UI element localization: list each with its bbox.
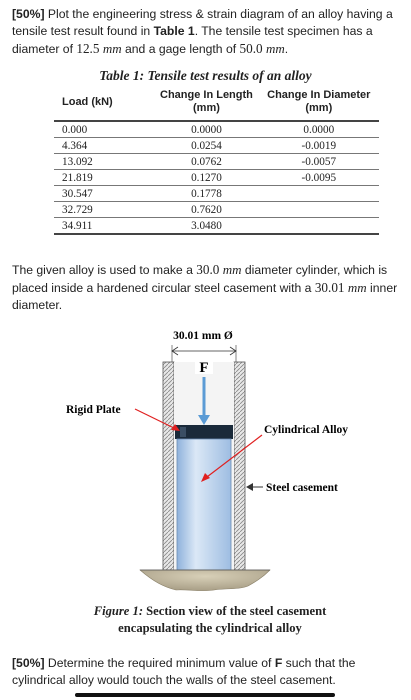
table-reference: Table 1 bbox=[153, 24, 195, 38]
problem-2-paragraph: [50%] Determine the required minimum value of F such that the cylindrical alloy would touch the walls of the steel casement. bbox=[12, 656, 356, 687]
casement-wall-right bbox=[234, 362, 245, 570]
force-label: F bbox=[199, 360, 209, 376]
problem-1-paragraph: [50%] Plot the engineering stress & strain diagram of an alloy having a tensile test result found in Table 1. The tensile test specimen has a diameter of 12.5 mm and a gage length of 50.0 mm. bbox=[12, 7, 393, 56]
cylindrical-alloy-label: Cylindrical Alloy bbox=[264, 424, 349, 436]
steel-casement-label: Steel casement bbox=[266, 482, 338, 494]
table-row: 21.819 0.1270 -0.0095 bbox=[54, 170, 379, 186]
casement-arrowhead bbox=[246, 483, 253, 491]
header-change-diameter: Change In Diameter (mm) bbox=[259, 87, 379, 121]
rigid-plate-label: Rigid Plate bbox=[66, 404, 121, 416]
context-paragraph: The given alloy is used to make a 30.0 mm diameter cylinder, which is placed inside a hardened circular steel casement with a 30.01 mm inner diameter. bbox=[12, 262, 398, 312]
table-row: 34.911 3.0480 bbox=[54, 218, 379, 235]
rigid-plate-highlight bbox=[180, 427, 186, 437]
problem-2-percent: [50%] bbox=[12, 656, 45, 670]
table-row: 4.364 0.0254 -0.0019 bbox=[54, 138, 379, 154]
dimension-label: 30.01 mm Ø bbox=[173, 330, 233, 342]
cylindrical-alloy bbox=[177, 439, 231, 570]
figure-caption-prefix: Figure 1: bbox=[93, 604, 144, 618]
table-caption: Table 1: Tensile test results of an alloy bbox=[99, 68, 312, 83]
figure-caption: Figure 1: Section view of the steel casement encapsulating the cylindrical alloy bbox=[93, 604, 327, 635]
table-row: 30.547 0.1778 bbox=[54, 186, 379, 202]
force-reference: F bbox=[274, 656, 283, 670]
home-indicator-bar bbox=[75, 693, 335, 697]
table-header-row bbox=[54, 87, 379, 121]
casement-wall-left bbox=[163, 362, 174, 570]
table-row: 13.092 0.0762 -0.0057 bbox=[54, 154, 379, 170]
tensile-test-table bbox=[54, 87, 379, 235]
section-view-figure bbox=[0, 320, 411, 602]
header-load: Load (kN) bbox=[54, 87, 154, 121]
table-row: 32.729 0.7620 bbox=[54, 202, 379, 218]
problem-1-percent: [50%] bbox=[12, 7, 45, 21]
table-row: 0.000 0.0000 0.0000 bbox=[54, 121, 379, 138]
ground-base bbox=[140, 570, 270, 591]
header-change-length: Change In Length (mm) bbox=[154, 87, 258, 121]
